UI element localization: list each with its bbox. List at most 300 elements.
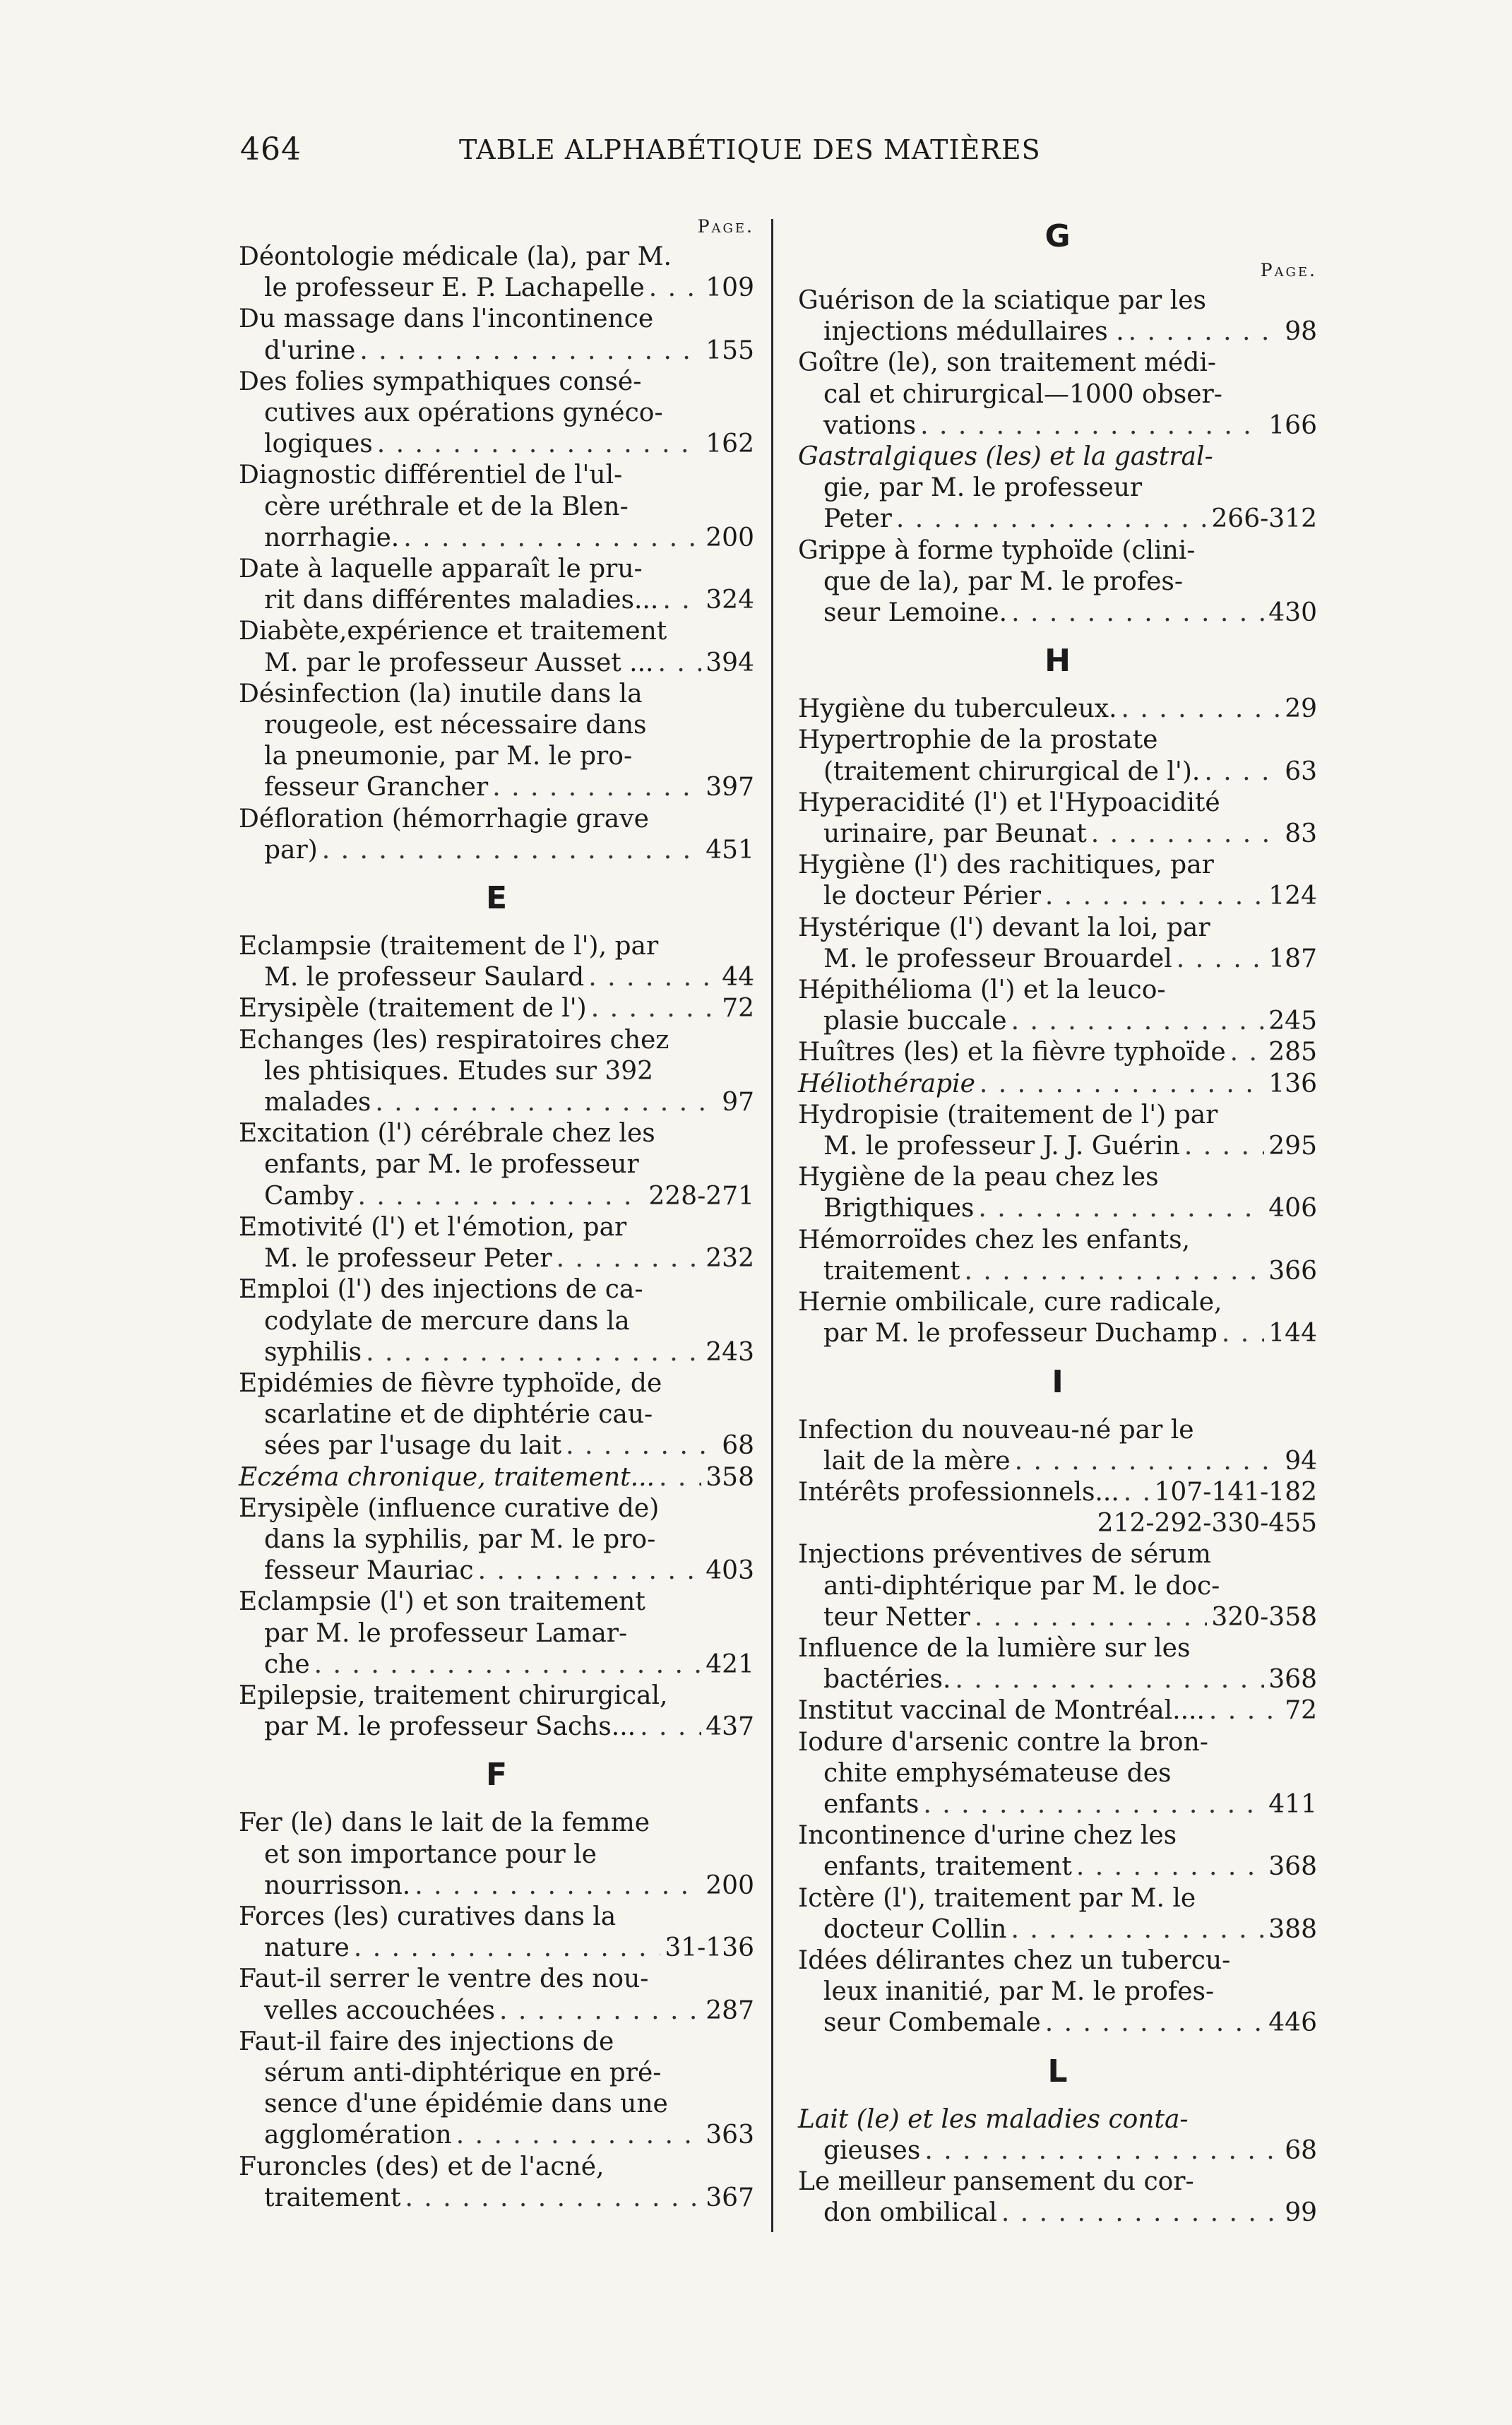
entry-text: Injections préventives de sérum [798,1540,1211,1570]
entry-text: anti-diphtérique par M. le doc- [823,1571,1220,1601]
index-entry [798,2166,1317,2229]
entry-text: Guérison de la sciatique par les [798,286,1206,315]
entry-text: Hygiène (l') des rachitiques, par [798,850,1214,880]
leader-dots [375,1087,718,1118]
entry-line [798,2135,1317,2166]
entry-line [798,1883,1317,1914]
leader-dots [1121,694,1281,725]
entry-line [798,348,1317,379]
index-entry [239,679,754,804]
entry-text: Hernie ombilicale, cure radicale, [798,1288,1222,1317]
leader-dots [1015,1446,1281,1477]
index-entry [239,1808,754,1902]
entry-page: 166 [1268,410,1317,440]
entry-line [239,1274,754,1305]
entry-page: 394 [706,648,754,677]
entry-text: cal et chirurgical—1000 obser- [823,379,1222,409]
entry-page: 266-312 [1211,504,1317,534]
entry-page: 437 [706,1712,754,1742]
entry-line [798,788,1317,819]
entry-line [798,1664,1317,1695]
leader-dots [1011,1006,1265,1037]
entry-line [239,648,754,679]
entry-text: Gastralgiques (les) et la gastral- [798,442,1213,472]
entry-text: rit dans différentes maladies... [264,586,659,615]
entry-page: 94 [1285,1446,1317,1476]
leader-dots [1177,944,1265,975]
entry-page: 68 [722,1431,754,1461]
section-letter: I [1052,1363,1064,1400]
leader-dots [1045,881,1264,912]
entry-text: codylate de mercure dans la [264,1306,630,1336]
index-entry [239,993,754,1024]
leader-dots [354,1933,660,1964]
entry-text: Institut vaccinal de Montréal.... [798,1696,1205,1726]
entry-text: plasie buccale [823,1007,1007,1036]
entry-page: 83 [1285,819,1317,849]
leader-dots [980,1069,1264,1100]
entry-text: enfants [823,1789,919,1819]
entry-text: par) [264,835,318,865]
leader-dots [1230,1037,1265,1068]
index-entry [798,913,1317,975]
entry-text: Eclampsie (l') et son traitement [239,1587,645,1617]
entry-text: Diabète,expérience et traitement [239,617,667,646]
entry-text: leux inanitié, par M. le profes- [823,1977,1215,2007]
entry-line [239,741,754,772]
entry-line [239,304,754,335]
index-entry [239,367,754,461]
index-entry [239,616,754,678]
entry-page: 107-141-182 [1154,1477,1317,1507]
leader-dots [662,585,701,616]
entry-text: Furoncles (des) et de l'acné, [239,2152,605,2181]
entry-text: velles accouchées [264,1996,495,2025]
entry-text: Le meilleur pansement du cor- [798,2166,1194,2196]
entry-line [798,1695,1317,1726]
leader-dots [377,429,702,460]
leader-dots [640,1712,701,1743]
entry-line [239,962,754,993]
entry-text: Faut-il faire des injections de [239,2027,614,2056]
entry-text: Erysipèle (influence curative de) [239,1493,660,1523]
index-entry [798,975,1317,1037]
entry-line [239,1368,754,1399]
entry-text: Epilepsie, traitement chirurgical, [239,1680,668,1710]
entry-text: le docteur Périer [823,882,1041,911]
entry-text: Camby [264,1181,354,1211]
entry-line [239,1587,754,1618]
entry-text: chite emphysémateuse des [823,1758,1172,1788]
entry-text: traitement [264,2183,401,2212]
entry-text: che [264,1649,310,1679]
leader-dots [359,336,701,367]
entry-text: Eczéma chronique, traitement... [239,1462,655,1492]
index-entry [239,460,754,554]
entry-page: 144 [1268,1319,1317,1348]
entry-text: agglomération [264,2121,452,2150]
entry-line [239,1399,754,1430]
entry-line [239,429,754,460]
entry-text: Hyperacidité (l') et l'Hypoacidité [798,788,1220,817]
index-entry [239,1493,754,1587]
entry-line [798,1571,1317,1602]
index-entry [798,1069,1317,1100]
entry-line [239,804,754,835]
entry-line [798,598,1317,629]
entry-line [798,1477,1317,1508]
entry-text: Hypertrophie de la prostate [798,725,1158,755]
index-entry [798,535,1317,629]
entry-text: fesseur Grancher [264,773,489,802]
column-divider [771,219,773,2232]
entry-text: Héliothérapie [798,1069,975,1098]
entry-text: Intérêts professionnels... [798,1477,1119,1507]
entry-text: rougeole, est nécessaire dans [264,711,647,740]
entry-text: teur Netter [823,1602,970,1632]
entry-line [798,1508,1317,1539]
entry-line [798,1602,1317,1633]
entry-line [239,1087,754,1118]
entry-line [798,1069,1317,1100]
entry-line [798,1256,1317,1287]
entry-text: Idées délirantes chez un tubercu- [798,1945,1231,1975]
index-entry [798,1287,1317,1349]
leader-dots [314,1649,702,1680]
entry-line [798,944,1317,975]
entry-text: Diagnostic différentiel de l'ul- [239,461,623,490]
entry-line [798,881,1317,912]
entry-text: Faut-il serrer le ventre des nou- [239,1964,649,1994]
entry-text: Erysipèle (traitement de l') [239,994,587,1024]
entry-text: (traitement chirurgical de l'). [823,757,1201,786]
index-entry [239,1368,754,1462]
entry-text: Déontologie médicale (la), par M. [239,242,672,271]
index-entry [239,242,754,304]
entry-line [798,1415,1317,1446]
index-entry [798,2104,1317,2166]
entry-text: scarlatine et de diphtérie cau- [264,1400,653,1430]
entry-text: Excitation (l') cérébrale chez les [239,1119,655,1149]
entry-text: malades [264,1088,371,1117]
entry-line [798,1100,1317,1131]
leader-dots [588,962,718,993]
entry-line [798,1162,1317,1193]
left-column [239,212,754,2214]
leader-dots [415,1870,701,1902]
page-column-label: Page. [697,216,754,237]
entry-line [239,710,754,741]
entry-line [239,1430,754,1461]
entry-line [239,1025,754,1056]
entry-text: Brigthiques [823,1194,975,1223]
section-letter: G [1044,218,1071,254]
entry-line [239,336,754,367]
index-entry [239,804,754,866]
leader-dots [403,523,701,554]
leader-dots [978,1193,1264,1224]
entry-page: 367 [706,2183,754,2212]
entry-page: 29 [1285,694,1317,724]
leader-dots [1076,1851,1264,1883]
entry-text: Peter [823,504,892,534]
entry-line [798,473,1317,504]
leader-dots [1204,757,1280,788]
leader-dots [456,2120,702,2151]
index-entry [798,1727,1317,1821]
entry-line [239,1996,754,2027]
entry-text: Désinfection (la) inutile dans la [239,679,643,708]
section-letter: L [1047,2053,1068,2089]
leader-dots [923,1789,1264,1820]
index-entry [798,1695,1317,1726]
index-entry [798,1820,1317,1883]
entry-line [239,1933,754,1964]
index-entry [239,1274,754,1368]
entry-text: Eclampsie (traitement de l'), par [239,932,659,961]
entry-text: Forces (les) curatives dans la [239,1902,617,1931]
leader-dots [658,648,702,679]
entry-text: par M. le professeur Sachs... [264,1712,636,1742]
entry-page: 72 [722,994,754,1024]
entry-line [239,1149,754,1180]
entry-line [798,1318,1317,1349]
entry-line [798,1633,1317,1664]
entry-text: Hystérique (l') devant la loi, par [798,913,1210,942]
entry-text: sence d'une épidémie dans une [264,2089,668,2119]
entry-text: Du massage dans l'incontinence [239,304,654,334]
entry-line [239,931,754,962]
entry-text: Influence de la lumière sur les [798,1633,1191,1663]
entry-text: injections médullaires . [823,317,1124,347]
section-letter: E [485,880,508,917]
entry-line [239,1618,754,1649]
entry-page: 368 [1268,1852,1317,1882]
entry-text: Iodure d'arsenic contre la bron- [798,1727,1208,1757]
entry-line [798,1789,1317,1820]
entry-page: 155 [706,336,754,365]
entry-line [239,523,754,554]
index-entry [798,1225,1317,1287]
entry-text: Hydropisie (traitement de l') par [798,1100,1218,1130]
entry-page: 44 [722,963,754,992]
index-entry [798,1415,1317,1477]
leader-dots [1124,1477,1150,1508]
leader-dots [955,1664,1264,1695]
entry-line [239,1902,754,1933]
entry-text: Hygiène de la peau chez les [798,1163,1159,1192]
entry-text: lait de la mère [823,1446,1011,1476]
entry-text: fesseur Mauriac [264,1556,474,1586]
section-letter: F [485,1757,508,1793]
entry-page: 324 [706,586,754,615]
index-entry [239,1212,754,1274]
entry-line [798,2166,1317,2198]
entry-line [798,1006,1317,1037]
leader-dots [499,1996,701,2027]
entry-text: Hépithélioma (l') et la leuco- [798,976,1166,1005]
index-entry [239,1902,754,1964]
entry-text: seur Combemale [823,2008,1041,2038]
entry-page: 109 [706,273,754,303]
entry-line [798,975,1317,1006]
entry-line [798,819,1317,850]
leader-dots [896,504,1208,535]
index-entry [239,2152,754,2214]
entry-line [239,835,754,866]
index-entry [798,285,1317,348]
entry-page: 446 [1268,2008,1317,2038]
page-number: 464 [240,131,302,167]
entry-page: 363 [706,2121,754,2150]
index-entry [798,1037,1317,1068]
entry-line [798,285,1317,316]
entry-text: vations [823,410,917,440]
entry-text: Hygiène du tuberculeux. [798,694,1117,724]
leader-dots [405,2183,702,2214]
entry-text: M. le professeur J. J. Guérin [823,1132,1180,1161]
entry-line [239,679,754,710]
entry-line [239,398,754,429]
entry-page: 136 [1268,1069,1317,1098]
entry-line [239,242,754,273]
entry-text: cutives aux opérations gynéco- [264,398,663,428]
index-entry [798,441,1317,535]
leader-dots [366,1337,701,1368]
page-title: TABLE ALPHABÉTIQUE DES MATIÈRES [459,134,1041,165]
entry-page: 287 [706,1996,754,2025]
index-entry [798,725,1317,787]
entry-page: 187 [1268,944,1317,973]
entry-page: 200 [706,523,754,552]
entry-page: 368 [1268,1665,1317,1695]
entry-line [239,2089,754,2120]
section-letter: H [1044,643,1071,680]
entry-line [239,1306,754,1337]
entry-line [798,850,1317,881]
leader-dots [920,410,1264,441]
entry-text: Epidémies de fièvre typhoïde, de [239,1368,662,1398]
entry-line [798,1446,1317,1477]
entry-line [798,2198,1317,2229]
entry-line [798,441,1317,473]
entry-text: bactéries. [823,1665,951,1695]
entry-line [239,1712,754,1743]
entry-page: 358 [706,1462,754,1492]
entry-text: M. le professeur Saulard [264,963,585,992]
entry-page: 430 [1268,598,1317,628]
running-head [240,131,1229,174]
index-entry [798,348,1317,441]
entry-page: 31-136 [665,1933,754,1963]
entry-text: M. par le professeur Ausset ... [264,648,654,677]
entry-line [239,2058,754,2089]
entry-text: les phtisiques. Etudes sur 392 [264,1056,654,1086]
leader-dots [975,1602,1208,1633]
entry-text: Incontinence d'urine chez les [798,1821,1177,1851]
entry-page: 411 [1268,1789,1317,1819]
entry-text: don ombilical [823,2198,997,2228]
entry-line [239,1181,754,1212]
entry-line [798,1287,1317,1318]
entry-line [239,1118,754,1149]
entry-text: Ictère (l'), traitement par M. le [798,1883,1196,1913]
index-entry [239,931,754,993]
index-entry [798,1883,1317,1945]
entry-text: urinaire, par Beunat [823,819,1087,849]
entry-line [239,2120,754,2151]
entry-page: 63 [1285,757,1317,786]
entry-line [798,694,1317,725]
entry-text: par M. le professeur Duchamp [823,1319,1218,1348]
entry-text: par M. le professeur Lamar- [264,1618,628,1648]
entry-line [239,492,754,523]
entry-line [798,1914,1317,1945]
index-entry [239,1680,754,1743]
entry-text: Emotivité (l') et l'émotion, par [239,1212,627,1242]
entry-text: logiques [264,429,373,459]
entry-text: M. le professeur Peter [264,1244,552,1274]
entry-text: Défloration (hémorrhagie grave [239,804,649,834]
entry-page: 320-358 [1211,1602,1317,1632]
entry-line [239,1680,754,1712]
entry-text: enfants, traitement [823,1852,1072,1882]
entry-page: 97 [722,1088,754,1117]
entry-line [239,585,754,616]
entry-line [239,2152,754,2183]
entry-line [239,1212,754,1243]
entry-line [798,504,1317,535]
index-entry [798,1633,1317,1695]
entry-text: dans la syphilis, par M. le pro- [264,1524,656,1554]
entry-text: norrhagie. [264,523,400,552]
entry-text: Echanges (les) respiratoires chez [239,1025,669,1055]
index-entry [798,1539,1317,1633]
leader-dots [649,273,702,304]
entry-line [798,725,1317,756]
entry-line [239,1337,754,1368]
entry-line [239,616,754,647]
entry-text: Emploi (l') des injections de ca- [239,1275,643,1305]
leader-dots [659,1462,701,1493]
index-entry [239,1587,754,1680]
entry-text: Infection du nouveau-né par le [798,1415,1194,1445]
entry-text: syphilis [264,1337,362,1367]
entry-line [798,1758,1317,1789]
entry-page: 406 [1268,1194,1317,1223]
entry-line [239,273,754,304]
entry-line [798,1820,1317,1851]
entry-text: Lait (le) et les maladies conta- [798,2104,1189,2134]
index-entry [239,2027,754,2152]
index-entry [798,1100,1317,1162]
leader-dots [566,1430,718,1461]
entry-line [798,1225,1317,1256]
entry-line [239,1493,754,1524]
entry-text: Goître (le), son traitement médi- [798,348,1217,378]
entry-line [798,1539,1317,1570]
entry-line [798,757,1317,788]
entry-line [798,1976,1317,2008]
entry-line [239,1839,754,1870]
entry-line [239,2027,754,2058]
entry-line [239,1808,754,1839]
leader-dots [358,1181,645,1212]
entry-text: que de la), par M. le profes- [823,567,1184,596]
entry-page: 245 [1268,1007,1317,1036]
leader-dots [965,1256,1265,1287]
entry-text: Hémorroïdes chez les enfants, [798,1225,1191,1255]
